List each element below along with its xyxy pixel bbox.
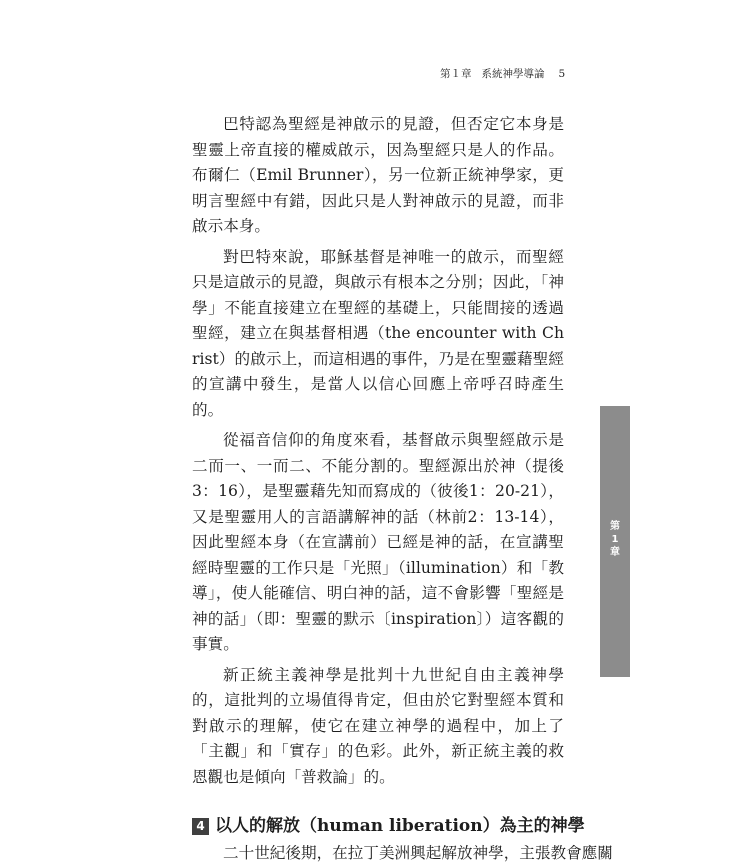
- thumb-tab-line-1: 第: [610, 521, 620, 532]
- body-text: [192, 112, 613, 867]
- section-number-badge: 4: [192, 818, 209, 835]
- paragraph-3: 從福音信仰的角度來看，基督啟示與聖經啟示是二而一、一而二、不能分割的。聖經源出於神（提後3：16），是聖靈藉先知而寫成的（彼後1：20-21），又是聖靈用人的言語講解神的話（林前2：13-14），因此聖經本身（在宣講前）已經是神的話，在宣講聖經時聖靈的工作只是「光照」（illumination）和「教導」，使人能確信、明白神的話，這不會影響「聖經是神的話」（即：聖靈的默示〔inspiration〕）這客觀的事實。: [192, 431, 564, 653]
- thumb-tab-line-2: 1: [611, 534, 619, 545]
- thumb-tab-line-3: 章: [610, 547, 620, 558]
- paragraph-5: 二十世紀後期，在拉丁美洲興起解放神學，主張教會應關: [223, 844, 613, 862]
- running-header: [440, 66, 565, 81]
- section-title: 以人的解放（human liberation）為主的神學: [215, 816, 585, 836]
- header-chapter: 第１章: [440, 68, 472, 80]
- section-heading: [192, 813, 585, 839]
- paragraph-2: 對巴特來說，耶穌基督是神唯一的啟示，而聖經只是這啟示的見證，與啟示有根本之分別；因此，「神學」不能直接建立在聖經的基礎上，只能間接的透過聖經，建立在與基督相遇（the encounter with Christ）的啟示上，而這相遇的事件，乃是在聖靈藉聖經的宣講中發生，是當人以信心回應上帝呼召時產生的。: [192, 247, 564, 419]
- page-number: 5: [558, 68, 566, 80]
- thumb-tab-label: [600, 520, 630, 559]
- header-title: 系統神學導論: [481, 68, 545, 80]
- paragraph-1: 巴特認為聖經是神啟示的見證，但否定它本身是聖靈上帝直接的權威啟示，因為聖經只是人的作品。布爾仁（Emil Brunner），另一位新正統神學家，更明言聖經中有錯，因此只是人對神啟示的見證，而非啟示本身。: [192, 115, 564, 235]
- paragraph-4: 新正統主義神學是批判十九世紀自由主義神學的，這批判的立場值得肯定，但由於它對聖經本質和對啟示的理解，使它在建立神學的過程中，加上了「主觀」和「實存」的色彩。此外，新正統主義的救恩觀也是傾向「普救論」的。: [192, 665, 564, 786]
- chapter-thumb-tab: [600, 406, 630, 677]
